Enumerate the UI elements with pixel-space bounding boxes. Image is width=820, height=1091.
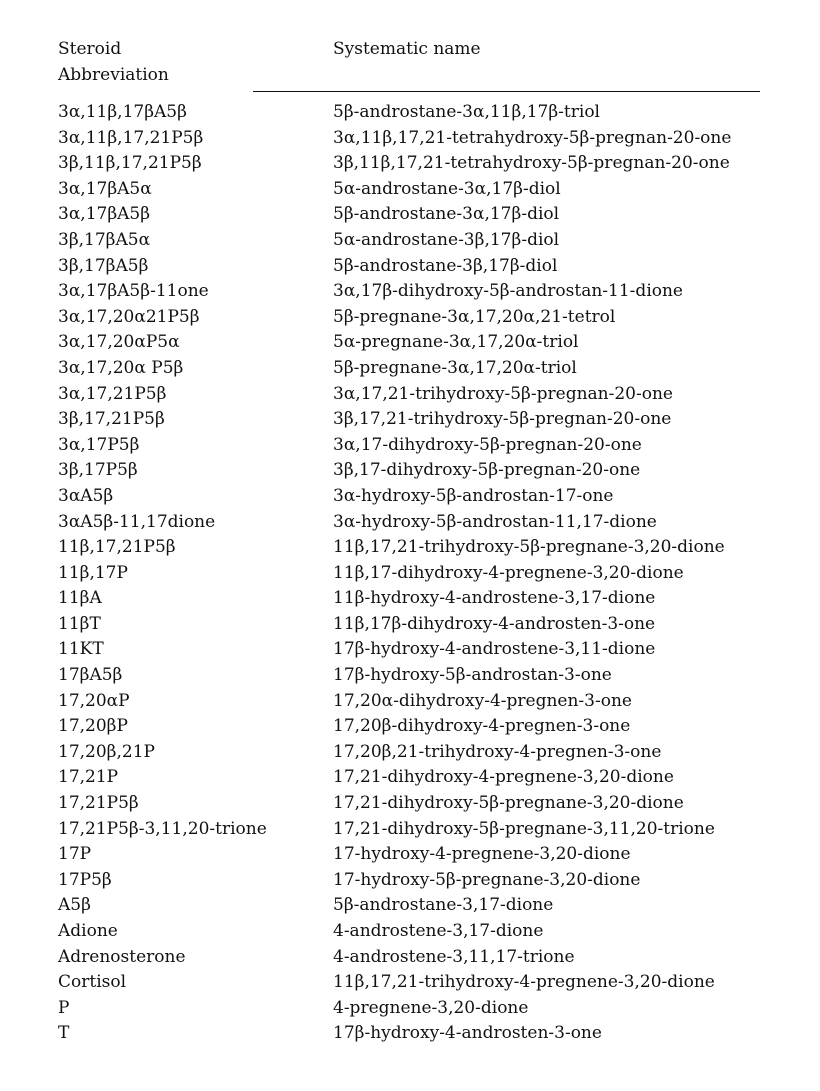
- header-steroid-abbreviation: Steroid Abbreviation: [58, 39, 169, 85]
- table-header: [58, 36, 763, 90]
- cell-abbreviation: 17P5β: [58, 869, 112, 890]
- cell-systematic-name: 3α-hydroxy-5β-androstan-11,17-dione: [333, 511, 657, 532]
- header-systematic-name: Systematic name: [333, 39, 481, 59]
- table-row: [58, 407, 763, 433]
- cell-systematic-name: 3α,17,21-trihydroxy-5β-pregnan-20-one: [333, 383, 673, 404]
- cell-systematic-name: 17,20β,21-trihydroxy-4-pregnen-3-one: [333, 741, 662, 762]
- cell-abbreviation: 3α,17,21P5β: [58, 383, 167, 404]
- cell-abbreviation: 17,20β,21P: [58, 741, 155, 762]
- cell-systematic-name: 17,20β-dihydroxy-4-pregnen-3-one: [333, 716, 631, 737]
- table-row: [58, 254, 763, 280]
- table-row: [58, 279, 763, 305]
- cell-systematic-name: 5β-androstane-3α,17β-diol: [333, 204, 560, 225]
- cell-abbreviation: 17,20αP: [58, 690, 130, 711]
- cell-abbreviation: 3α,17βA5α: [58, 178, 152, 199]
- cell-systematic-name: 17,21-dihydroxy-4-pregnene-3,20-dione: [333, 767, 674, 788]
- cell-abbreviation: Cortisol: [58, 972, 127, 993]
- cell-abbreviation: Adrenosterone: [58, 946, 186, 967]
- table-row: [58, 945, 763, 971]
- cell-systematic-name: 5β-androstane-3β,17β-diol: [333, 255, 558, 276]
- cell-abbreviation: 17P: [58, 844, 92, 865]
- cell-systematic-name: 5β-androstane-3α,11β,17β-triol: [333, 102, 600, 122]
- cell-systematic-name: 17,20α-dihydroxy-4-pregnen-3-one: [333, 690, 632, 711]
- cell-systematic-name: 3β,11β,17,21-tetrahydroxy-5β-pregnan-20-one: [333, 153, 730, 174]
- table-row: [58, 765, 763, 791]
- cell-abbreviation: 3β,17βA5α: [58, 229, 151, 250]
- cell-abbreviation: Adione: [58, 921, 118, 941]
- cell-systematic-name: 17-hydroxy-4-pregnene-3,20-dione: [333, 844, 631, 865]
- table-row: [58, 970, 763, 996]
- cell-systematic-name: 11β,17-dihydroxy-4-pregnene-3,20-dione: [333, 562, 684, 583]
- cell-abbreviation: 3β,17,21P5β: [58, 409, 165, 430]
- table-row: [58, 919, 763, 945]
- cell-systematic-name: 5α-pregnane-3α,17,20α-triol: [333, 332, 579, 353]
- cell-abbreviation: 17,21P: [58, 767, 119, 788]
- cell-abbreviation: 11KT: [58, 639, 104, 660]
- table-row: [58, 330, 763, 356]
- table-row: [58, 842, 763, 868]
- cell-systematic-name: 5α-androstane-3β,17β-diol: [333, 229, 560, 250]
- table-row: [58, 740, 763, 766]
- table-row: [58, 484, 763, 510]
- cell-abbreviation: 17,21P5β-3,11,20-trione: [58, 818, 267, 839]
- cell-systematic-name: 3α,17-dihydroxy-5β-pregnan-20-one: [333, 434, 642, 455]
- cell-abbreviation: 3αA5β: [58, 485, 114, 506]
- cell-abbreviation: T: [58, 1023, 70, 1044]
- table-row: [58, 100, 763, 126]
- table-row: [58, 356, 763, 382]
- table-row: [58, 586, 763, 612]
- table-row: [58, 535, 763, 561]
- cell-systematic-name: 3α-hydroxy-5β-androstan-17-one: [333, 485, 614, 506]
- table-row: [58, 510, 763, 536]
- cell-abbreviation: 11βT: [58, 613, 101, 634]
- cell-systematic-name: 11β,17,21-trihydroxy-5β-pregnane-3,20-dione: [333, 537, 725, 558]
- cell-abbreviation: 3β,17P5β: [58, 460, 138, 481]
- cell-abbreviation: 3αA5β-11,17dione: [58, 511, 216, 532]
- table-row: [58, 151, 763, 177]
- cell-systematic-name: 17,21-dihydroxy-5β-pregnane-3,11,20-trione: [333, 818, 715, 839]
- cell-systematic-name: 17,21-dihydroxy-5β-pregnane-3,20-dione: [333, 793, 684, 814]
- table-row: [58, 689, 763, 715]
- cell-abbreviation: P: [58, 997, 70, 1018]
- table-row: [58, 382, 763, 408]
- cell-abbreviation: 17,20βP: [58, 716, 128, 737]
- cell-systematic-name: 17β-hydroxy-5β-androstan-3-one: [333, 665, 612, 686]
- cell-abbreviation: 3α,17,20αP5α: [58, 332, 180, 353]
- table-row: [58, 996, 763, 1022]
- header-rule: [253, 91, 760, 92]
- cell-abbreviation: A5β: [58, 895, 91, 916]
- table-row: [58, 433, 763, 459]
- table-row: [58, 202, 763, 228]
- cell-abbreviation: 3α,17βA5β-11one: [58, 281, 209, 302]
- table-row: [58, 868, 763, 894]
- table-row: [58, 561, 763, 587]
- table-row: [58, 1021, 763, 1047]
- table-row: [58, 791, 763, 817]
- cell-abbreviation: 3α,17,20α21P5β: [58, 306, 200, 327]
- cell-systematic-name: 11β,17,21-trihydroxy-4-pregnene-3,20-dione: [333, 972, 715, 993]
- cell-abbreviation: 17,21P5β: [58, 793, 139, 814]
- table-row: [58, 817, 763, 843]
- cell-systematic-name: 11β-hydroxy-4-androstene-3,17-dione: [333, 588, 656, 609]
- cell-systematic-name: 3β,17-dihydroxy-5β-pregnan-20-one: [333, 460, 641, 481]
- cell-systematic-name: 5β-pregnane-3α,17,20α-triol: [333, 357, 577, 378]
- cell-systematic-name: 3α,17β-dihydroxy-5β-androstan-11-dione: [333, 281, 683, 302]
- cell-systematic-name: 3β,17,21-trihydroxy-5β-pregnan-20-one: [333, 409, 672, 430]
- table-row: [58, 714, 763, 740]
- table-row: [58, 637, 763, 663]
- table-row: [58, 228, 763, 254]
- table-row: [58, 126, 763, 152]
- cell-systematic-name: 17-hydroxy-5β-pregnane-3,20-dione: [333, 869, 641, 890]
- cell-systematic-name: 4-androstene-3,11,17-trione: [333, 946, 575, 967]
- cell-abbreviation: 3β,11β,17,21P5β: [58, 153, 202, 174]
- table-row: [58, 305, 763, 331]
- cell-abbreviation: 3α,17,20α P5β: [58, 357, 184, 378]
- cell-abbreviation: 11βA: [58, 588, 102, 609]
- cell-abbreviation: 11β,17P: [58, 562, 128, 583]
- cell-systematic-name: 5β-androstane-3,17-dione: [333, 895, 554, 916]
- cell-abbreviation: 17βA5β: [58, 665, 123, 686]
- table-row: [58, 177, 763, 203]
- table-body: [58, 100, 763, 1047]
- cell-systematic-name: 11β,17β-dihydroxy-4-androsten-3-one: [333, 613, 656, 634]
- cell-systematic-name: 5α-androstane-3α,17β-diol: [333, 178, 561, 199]
- cell-abbreviation: 3α,11β,17βA5β: [58, 102, 187, 122]
- table-row: [58, 612, 763, 638]
- cell-systematic-name: 17β-hydroxy-4-androstene-3,11-dione: [333, 639, 656, 660]
- cell-systematic-name: 3α,11β,17,21-tetrahydroxy-5β-pregnan-20-one: [333, 127, 732, 148]
- cell-systematic-name: 5β-pregnane-3α,17,20α,21-tetrol: [333, 306, 616, 327]
- cell-abbreviation: 3α,17βA5β: [58, 204, 151, 225]
- cell-abbreviation: 3β,17βA5β: [58, 255, 149, 276]
- cell-abbreviation: 3α,11β,17,21P5β: [58, 127, 204, 148]
- table-row: [58, 458, 763, 484]
- table-row: [58, 893, 763, 919]
- cell-abbreviation: 3α,17P5β: [58, 434, 140, 455]
- cell-systematic-name: 17β-hydroxy-4-androsten-3-one: [333, 1023, 602, 1044]
- cell-abbreviation: 11β,17,21P5β: [58, 537, 176, 558]
- cell-systematic-name: 4-pregnene-3,20-dione: [333, 997, 529, 1018]
- cell-systematic-name: 4-androstene-3,17-dione: [333, 921, 544, 941]
- table-row: [58, 663, 763, 689]
